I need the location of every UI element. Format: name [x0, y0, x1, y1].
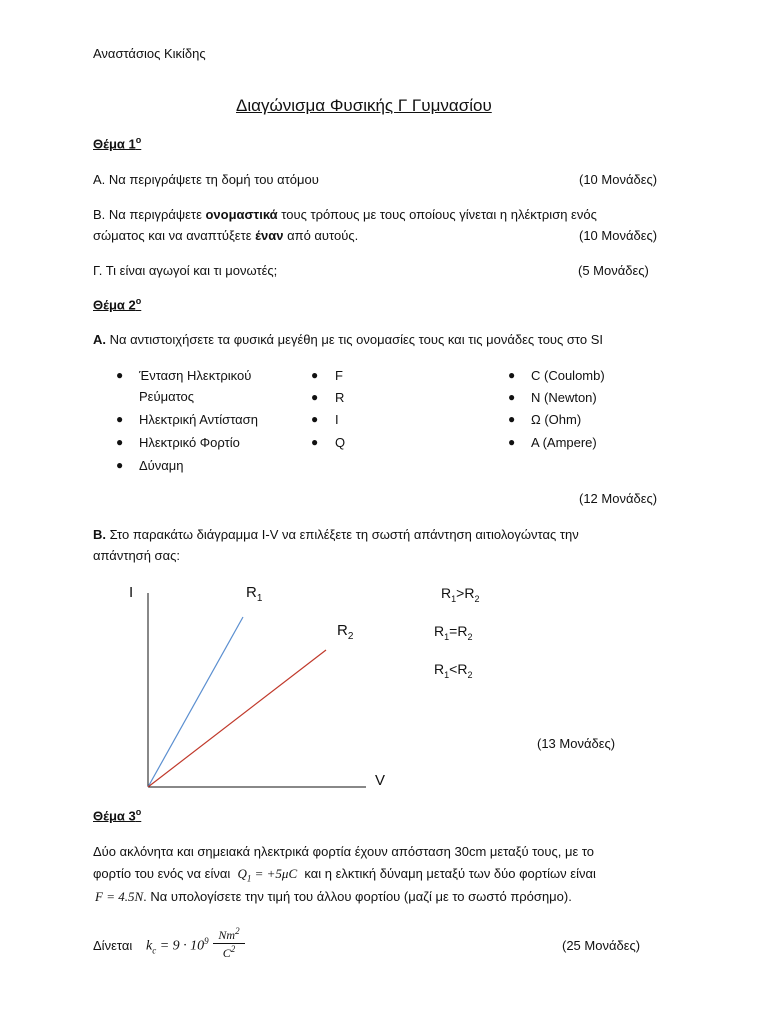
theme1-question-a: Α. Να περιγράψετε τη δομή του ατόμου [93, 172, 319, 187]
bullet-icon: ● [508, 390, 516, 404]
theme2-question-b-line1: Β. Στο παρακάτω διάγραμμα I-V να επιλέξετε τη σωστή απάντηση αιτιολογώντας την [93, 527, 579, 542]
bullet-icon: ● [311, 435, 319, 449]
y-axis-label: I [129, 584, 134, 601]
bullet-icon: ● [311, 390, 319, 404]
charge-formula: $Q_1 = +5\mu C$ [237, 866, 298, 884]
theme1-question-b-line1: Β. Να περιγράψετε ονομαστικά τους τρόπους με τους οποίους γίνεται η ηλέκτριση ενός [93, 207, 597, 222]
quantity-item: Ηλεκτρική Αντίσταση [139, 412, 258, 427]
theme3-line1: Δύο ακλόνητα και σημειακά ηλεκτρικά φορτία έχουν απόσταση 30cm μεταξύ τους, με το [93, 844, 595, 859]
bullet-icon: ● [116, 368, 124, 382]
force-formula: F = 4.5N [95, 889, 144, 904]
quantity-item: Ένταση Ηλεκτρικού [139, 368, 252, 383]
line-r2 [148, 650, 326, 787]
theme2-question-a-points: (12 Μονάδες) [579, 491, 658, 506]
theme1-question-a-points: (10 Μονάδες) [579, 172, 658, 187]
bullet-icon: ● [116, 435, 124, 449]
theme3-points: (25 Μονάδες) [562, 938, 641, 953]
iv-diagram [110, 575, 410, 795]
quantity-item: Ηλεκτρικό Φορτίο [139, 435, 240, 450]
bullet-icon: ● [116, 412, 124, 426]
unit-item: N (Newton) [531, 390, 597, 405]
unit-item: Ω (Ohm) [531, 412, 582, 427]
symbol-item: F [335, 368, 343, 383]
line-r1-label: $R_1$ [246, 584, 263, 604]
theme3-heading: Θέμα $3^o$ [93, 807, 142, 824]
theme2-question-b-points: (13 Μονάδες) [537, 736, 616, 751]
constant-unit-fraction: Nm$^2$ $C^2$ [213, 926, 245, 961]
theme1-question-c: Γ. Τι είναι αγωγοί και τι μονωτές; [93, 263, 278, 278]
theme2-question-b-line2: απάντησή σας: [93, 548, 180, 563]
given-label: Δίνεται [93, 938, 133, 953]
bullet-icon: ● [508, 435, 516, 449]
theme1-question-b-line2: σώματος και να αναπτύξετε έναν από αυτούς. [93, 228, 359, 243]
bullet-icon: ● [508, 412, 516, 426]
symbol-item: Q [335, 435, 346, 450]
author-name: Αναστάσιος Κικίδης [93, 46, 206, 61]
theme1-heading: Θέμα $1^o$ [93, 135, 142, 152]
bullet-icon: ● [311, 412, 319, 426]
quantity-item-continued: Ρεύματος [139, 389, 195, 404]
theme2-question-a: Α. Να αντιστοιχήσετε τα φυσικά μεγέθη με τις ονομασίες τους και τις μονάδες τους στο SI [93, 332, 604, 347]
unit-item: A (Ampere) [531, 435, 597, 450]
theme2-heading: Θέμα $2^o$ [93, 296, 142, 313]
theme3-line2: φορτίο του ενός να είναι $Q_1 = +5\mu C$ και η ελκτική δύναμη μεταξύ των δύο φορτίων είναι [93, 866, 596, 884]
symbol-item: I [335, 412, 339, 427]
coulomb-constant-formula: $k_c = 9 \cdot 10^9$ [146, 936, 209, 956]
answer-option[interactable]: $R_1>R_2$ [441, 585, 480, 604]
page-title: Διαγώνισμα Φυσικής Γ Γυμνασίου [236, 96, 492, 115]
line-r1 [148, 617, 243, 787]
theme3-line3: F = 4.5N. Να υπολογίσετε την τιμή του άλλου φορτίου (μαζί με το σωστό πρόσημο). [95, 889, 572, 904]
theme1-question-b-points: (10 Μονάδες) [579, 228, 658, 243]
bullet-icon: ● [311, 368, 319, 382]
answer-option[interactable]: $R_1=R_2$ [434, 623, 473, 642]
symbol-item: R [335, 390, 345, 405]
unit-item: C (Coulomb) [531, 368, 605, 383]
quantity-item: Δύναμη [139, 458, 184, 473]
x-axis-label: V [375, 772, 386, 789]
bullet-icon: ● [116, 458, 124, 472]
answer-option[interactable]: $R_1<R_2$ [434, 661, 473, 680]
theme1-question-c-points: (5 Μονάδες) [578, 263, 649, 278]
line-r2-label: $R_2$ [337, 622, 354, 642]
bullet-icon: ● [508, 368, 516, 382]
